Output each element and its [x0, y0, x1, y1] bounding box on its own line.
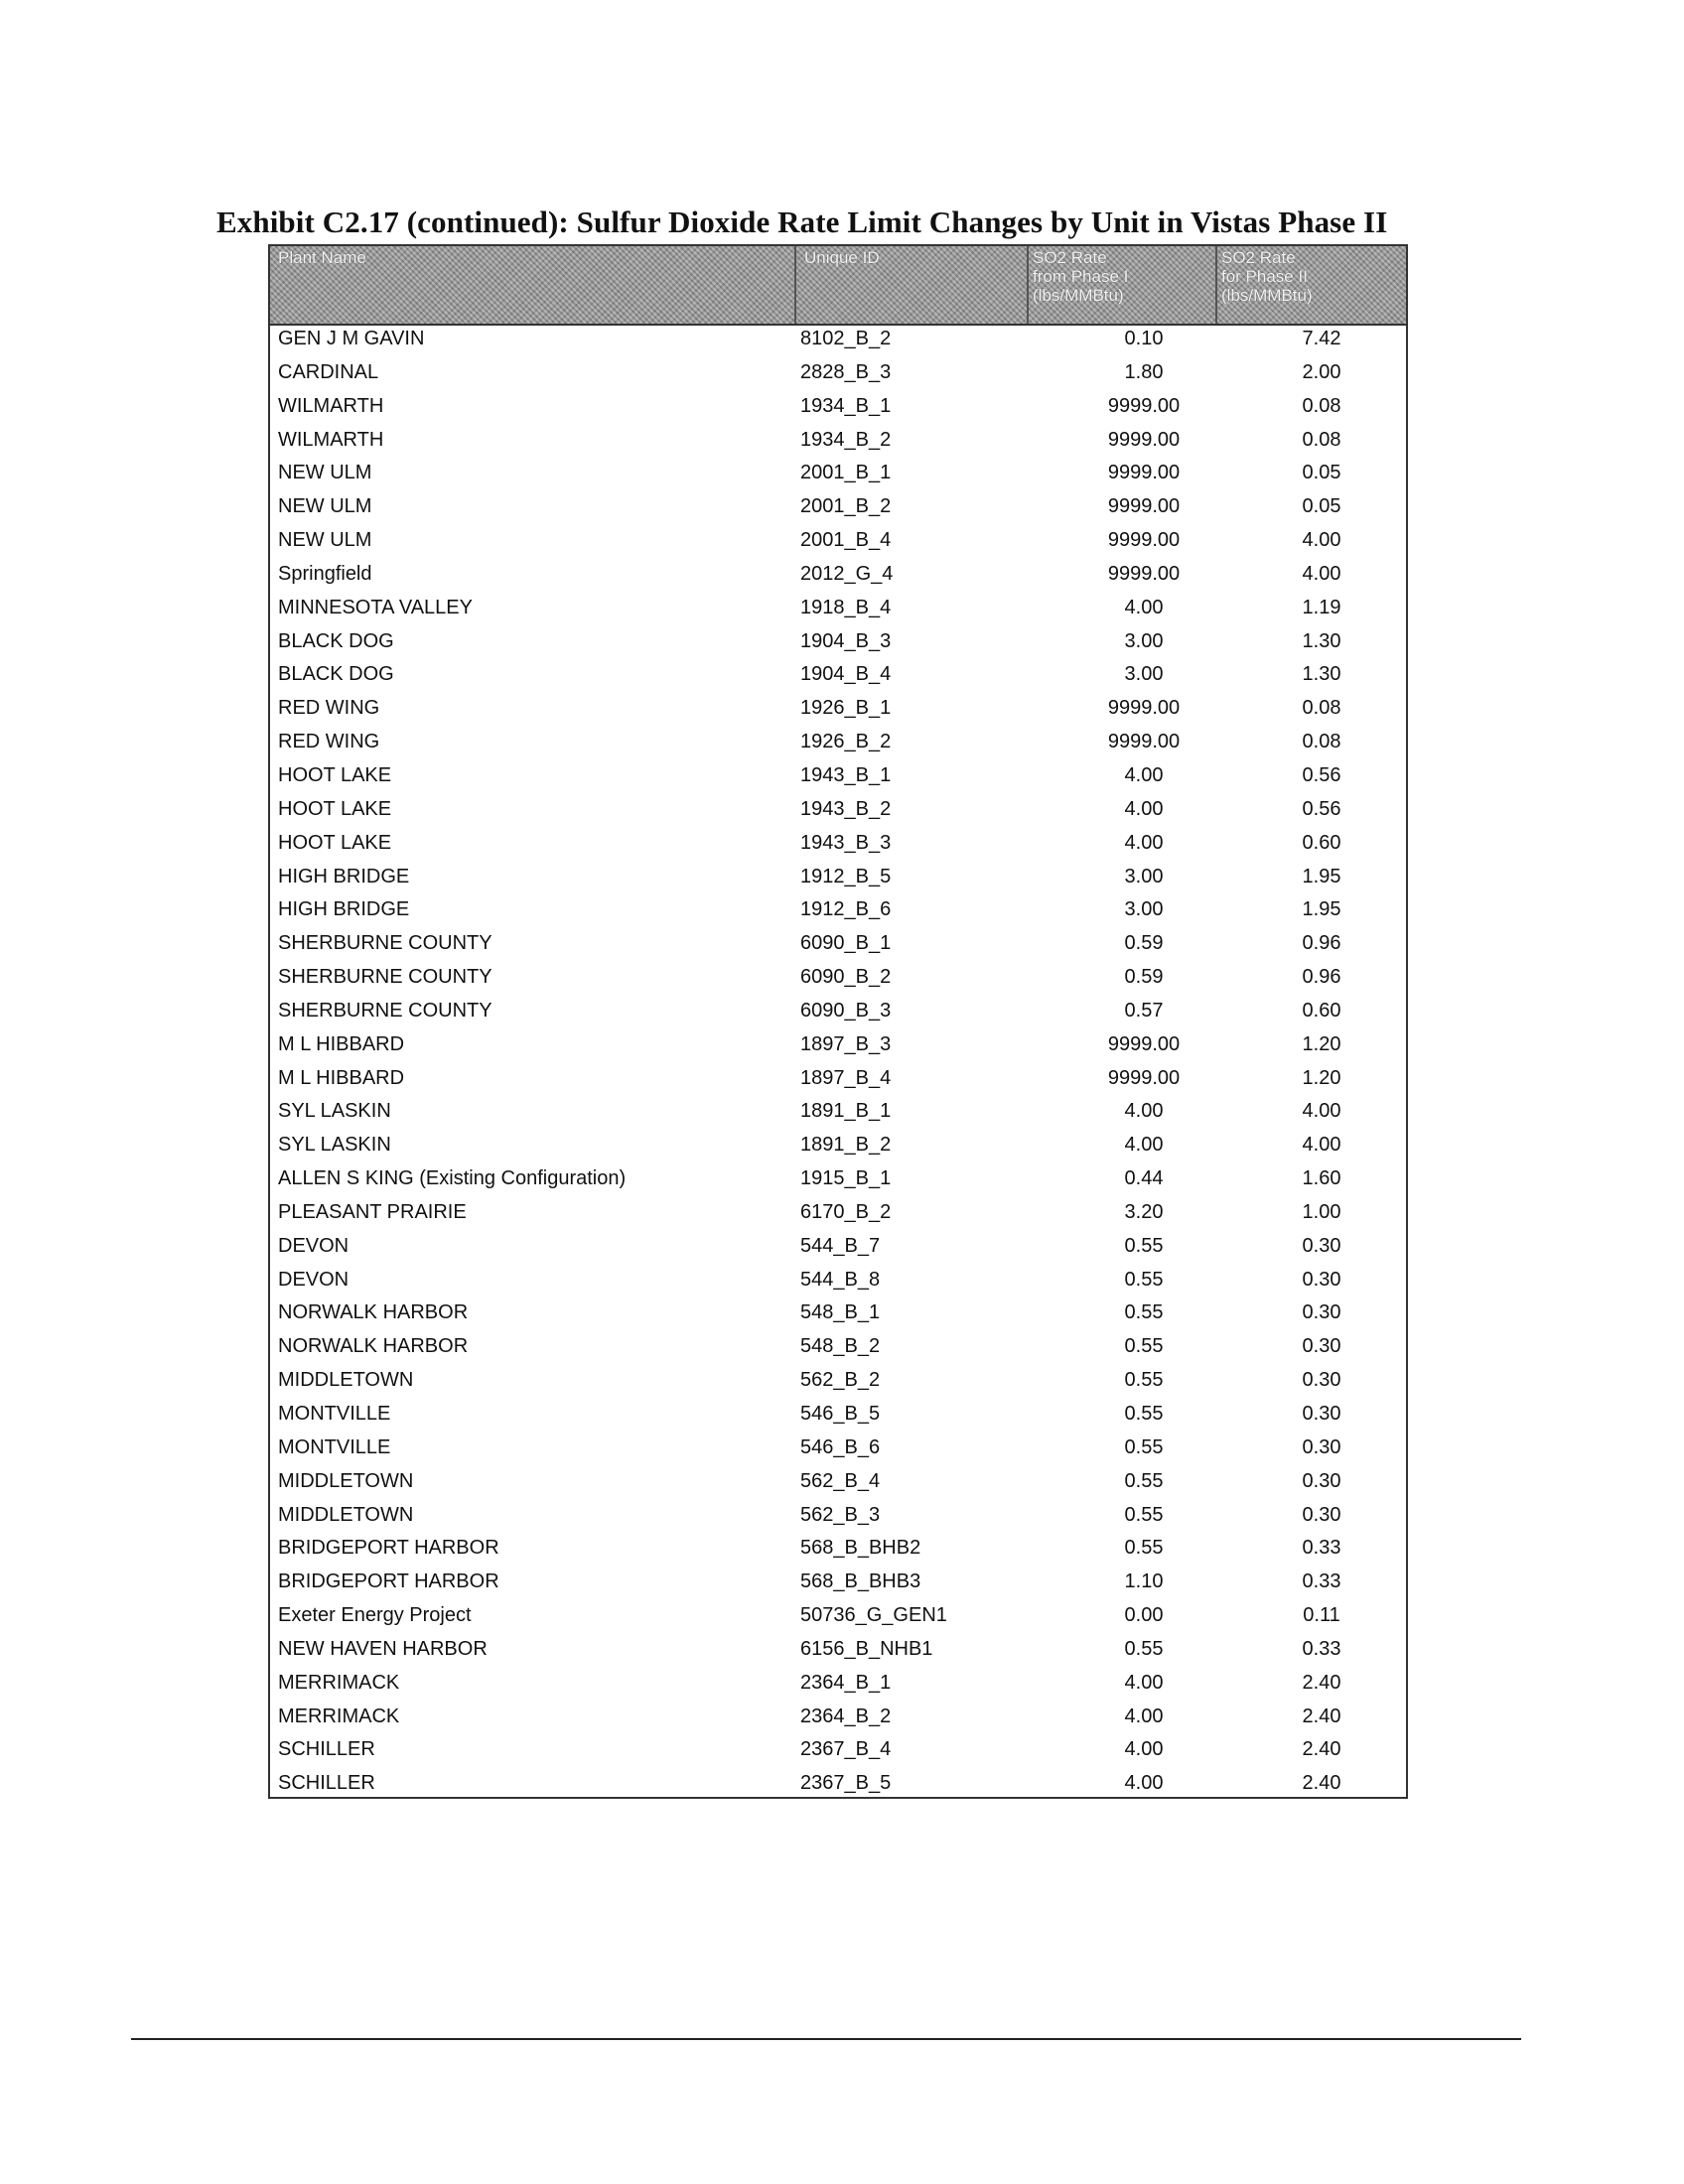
- header-line: for Phase II: [1221, 267, 1308, 286]
- header-unique-id: Unique ID: [804, 248, 880, 267]
- plant-name-cell: NEW ULM: [278, 495, 372, 518]
- so2-rate-phase-ii-cell: 0.60: [1302, 999, 1341, 1022]
- so2-rate-phase-ii-cell: 2.40: [1302, 1671, 1341, 1694]
- so2-rate-phase-i-cell: 0.59: [1124, 932, 1164, 955]
- so2-rate-table: [268, 244, 1408, 1799]
- plant-name-cell: MIDDLETOWN: [278, 1469, 414, 1492]
- table-row: [270, 896, 1406, 930]
- unique-id-cell: 1891_B_2: [800, 1134, 892, 1157]
- unique-id-cell: 6090_B_2: [800, 966, 892, 989]
- table-row: [270, 561, 1406, 595]
- so2-rate-phase-ii-cell: 0.33: [1302, 1637, 1341, 1660]
- table-row: [270, 1233, 1406, 1267]
- so2-rate-phase-i-cell: 0.55: [1124, 1335, 1164, 1358]
- so2-rate-phase-i-cell: 9999.00: [1107, 428, 1181, 451]
- plant-name-cell: HIGH BRIDGE: [278, 865, 410, 887]
- unique-id-cell: 6090_B_1: [800, 932, 892, 955]
- unique-id-cell: 2001_B_2: [800, 495, 892, 518]
- table-row: [270, 1602, 1406, 1636]
- table-row: [270, 1569, 1406, 1602]
- header-so2-from-phase-i: [1033, 248, 1128, 305]
- footer-divider: [131, 2038, 1521, 2040]
- plant-name-cell: RED WING: [278, 731, 380, 753]
- plant-name-cell: RED WING: [278, 697, 380, 720]
- table-row: [270, 1333, 1406, 1367]
- plant-name-cell: M L HIBBARD: [278, 1032, 405, 1055]
- so2-rate-phase-i-cell: 3.20: [1124, 1200, 1164, 1223]
- table-row: [270, 1031, 1406, 1065]
- table-row: [270, 359, 1406, 393]
- so2-rate-phase-ii-cell: 2.40: [1302, 1705, 1341, 1727]
- plant-name-cell: HOOT LAKE: [278, 831, 392, 854]
- plant-name-cell: M L HIBBARD: [278, 1066, 405, 1089]
- so2-rate-phase-ii-cell: 2.40: [1302, 1738, 1341, 1761]
- so2-rate-phase-i-cell: 9999.00: [1107, 731, 1181, 753]
- unique-id-cell: 548_B_1: [800, 1301, 881, 1324]
- so2-rate-phase-ii-cell: 1.60: [1302, 1167, 1341, 1190]
- unique-id-cell: 546_B_5: [800, 1403, 881, 1425]
- table-row: [270, 326, 1406, 359]
- so2-rate-phase-ii-cell: 0.08: [1302, 697, 1341, 720]
- so2-rate-phase-i-cell: 0.55: [1124, 1469, 1164, 1492]
- plant-name-cell: Exeter Energy Project: [278, 1604, 472, 1627]
- plant-name-cell: DEVON: [278, 1234, 350, 1257]
- unique-id-cell: 8102_B_2: [800, 328, 892, 349]
- so2-rate-phase-i-cell: 9999.00: [1107, 495, 1181, 518]
- plant-name-cell: NEW ULM: [278, 529, 372, 552]
- table-row: [270, 1468, 1406, 1502]
- so2-rate-phase-ii-cell: 0.96: [1302, 932, 1341, 955]
- table-row: [270, 1535, 1406, 1569]
- so2-rate-phase-ii-cell: 0.30: [1302, 1435, 1341, 1458]
- table-row: [270, 661, 1406, 695]
- plant-name-cell: SHERBURNE COUNTY: [278, 932, 492, 955]
- table-row: [270, 393, 1406, 427]
- so2-rate-phase-i-cell: 0.44: [1124, 1167, 1164, 1190]
- so2-rate-phase-i-cell: 9999.00: [1107, 562, 1181, 585]
- plant-name-cell: MINNESOTA VALLEY: [278, 596, 473, 618]
- so2-rate-phase-i-cell: 0.55: [1124, 1435, 1164, 1458]
- plant-name-cell: SYL LASKIN: [278, 1100, 391, 1123]
- so2-rate-phase-ii-cell: 0.33: [1302, 1570, 1341, 1593]
- so2-rate-phase-i-cell: 4.00: [1124, 1705, 1164, 1727]
- header-line: (lbs/MMBtu): [1033, 286, 1124, 305]
- header-line: (lbs/MMBtu): [1221, 286, 1313, 305]
- table-row: [270, 1401, 1406, 1434]
- unique-id-cell: 2367_B_4: [800, 1738, 892, 1761]
- so2-rate-phase-i-cell: 3.00: [1124, 898, 1164, 921]
- unique-id-cell: 2364_B_2: [800, 1705, 892, 1727]
- unique-id-cell: 6090_B_3: [800, 999, 892, 1022]
- so2-rate-phase-ii-cell: 0.30: [1302, 1369, 1341, 1392]
- table-row: [270, 1132, 1406, 1165]
- so2-rate-phase-ii-cell: 2.40: [1302, 1772, 1341, 1795]
- unique-id-cell: 544_B_8: [800, 1268, 881, 1291]
- so2-rate-phase-ii-cell: 0.08: [1302, 428, 1341, 451]
- so2-rate-phase-ii-cell: 0.60: [1302, 831, 1341, 854]
- so2-rate-phase-i-cell: 3.00: [1124, 663, 1164, 686]
- so2-rate-phase-ii-cell: 0.08: [1302, 394, 1341, 417]
- header-so2-for-phase-ii: [1221, 248, 1313, 305]
- plant-name-cell: ALLEN S KING (Existing Configuration): [278, 1167, 627, 1190]
- plant-name-cell: MONTVILLE: [278, 1435, 391, 1458]
- so2-rate-phase-ii-cell: 2.00: [1302, 360, 1341, 383]
- so2-rate-phase-i-cell: 9999.00: [1107, 462, 1181, 484]
- so2-rate-phase-i-cell: 3.00: [1124, 865, 1164, 887]
- plant-name-cell: PLEASANT PRAIRIE: [278, 1200, 467, 1223]
- unique-id-cell: 2001_B_1: [800, 462, 892, 484]
- header-divider: [794, 246, 796, 324]
- so2-rate-phase-ii-cell: 1.30: [1302, 663, 1341, 686]
- unique-id-cell: 1934_B_1: [800, 394, 892, 417]
- table-row: [270, 1065, 1406, 1099]
- plant-name-cell: HOOT LAKE: [278, 763, 392, 786]
- unique-id-cell: 562_B_3: [800, 1503, 881, 1526]
- so2-rate-phase-i-cell: 3.00: [1124, 629, 1164, 652]
- table-row: [270, 460, 1406, 493]
- so2-rate-phase-ii-cell: 0.30: [1302, 1268, 1341, 1291]
- table-row: [270, 1704, 1406, 1737]
- so2-rate-phase-i-cell: 0.55: [1124, 1537, 1164, 1560]
- table-row: [270, 762, 1406, 796]
- unique-id-cell: 2001_B_4: [800, 529, 892, 552]
- so2-rate-phase-i-cell: 0.00: [1124, 1604, 1164, 1627]
- so2-rate-phase-i-cell: 4.00: [1124, 1671, 1164, 1694]
- table-row: [270, 998, 1406, 1031]
- so2-rate-phase-ii-cell: 1.30: [1302, 629, 1341, 652]
- so2-rate-phase-i-cell: 0.55: [1124, 1234, 1164, 1257]
- so2-rate-phase-ii-cell: 0.56: [1302, 797, 1341, 820]
- so2-rate-phase-ii-cell: 1.20: [1302, 1066, 1341, 1089]
- plant-name-cell: HIGH BRIDGE: [278, 898, 410, 921]
- unique-id-cell: 1904_B_4: [800, 663, 892, 686]
- so2-rate-phase-i-cell: 4.00: [1124, 763, 1164, 786]
- table-body: [270, 326, 1406, 1804]
- unique-id-cell: 1897_B_3: [800, 1032, 892, 1055]
- so2-rate-phase-ii-cell: 0.30: [1302, 1503, 1341, 1526]
- so2-rate-phase-i-cell: 4.00: [1124, 797, 1164, 820]
- unique-id-cell: 568_B_BHB3: [800, 1570, 921, 1593]
- plant-name-cell: DEVON: [278, 1268, 350, 1291]
- so2-rate-phase-ii-cell: 0.56: [1302, 763, 1341, 786]
- plant-name-cell: MERRIMACK: [278, 1705, 400, 1727]
- table-row: [270, 1367, 1406, 1401]
- plant-name-cell: BRIDGEPORT HARBOR: [278, 1537, 499, 1560]
- so2-rate-phase-i-cell: 4.00: [1124, 1772, 1164, 1795]
- unique-id-cell: 1915_B_1: [800, 1167, 892, 1190]
- table-row: [270, 1199, 1406, 1233]
- table-row: [270, 427, 1406, 461]
- table-row: [270, 1299, 1406, 1333]
- table-row: [270, 1165, 1406, 1199]
- so2-rate-phase-i-cell: 0.55: [1124, 1369, 1164, 1392]
- so2-rate-phase-ii-cell: 1.95: [1302, 865, 1341, 887]
- table-row: [270, 930, 1406, 964]
- plant-name-cell: Springfield: [278, 562, 372, 585]
- so2-rate-phase-ii-cell: 0.96: [1302, 966, 1341, 989]
- so2-rate-phase-i-cell: 9999.00: [1107, 394, 1181, 417]
- so2-rate-phase-i-cell: 1.10: [1124, 1570, 1164, 1593]
- unique-id-cell: 1912_B_6: [800, 898, 892, 921]
- table-row: [270, 595, 1406, 628]
- unique-id-cell: 1943_B_1: [800, 763, 892, 786]
- unique-id-cell: 1912_B_5: [800, 865, 892, 887]
- plant-name-cell: CARDINAL: [278, 360, 379, 383]
- so2-rate-phase-ii-cell: 0.05: [1302, 462, 1341, 484]
- so2-rate-phase-ii-cell: 0.30: [1302, 1234, 1341, 1257]
- so2-rate-phase-i-cell: 0.55: [1124, 1503, 1164, 1526]
- plant-name-cell: MONTVILLE: [278, 1403, 391, 1425]
- so2-rate-phase-ii-cell: 1.00: [1302, 1200, 1341, 1223]
- header-line: from Phase I: [1033, 267, 1129, 286]
- so2-rate-phase-i-cell: 0.55: [1124, 1637, 1164, 1660]
- page-title: Exhibit C2.17 (continued): Sulfur Dioxide Rate Limit Changes by Unit in Vistas Phase II: [216, 205, 1388, 239]
- header-plant-name: Plant Name: [278, 248, 366, 267]
- unique-id-cell: 562_B_2: [800, 1369, 881, 1392]
- so2-rate-phase-i-cell: 0.59: [1124, 966, 1164, 989]
- unique-id-cell: 1918_B_4: [800, 596, 892, 618]
- so2-rate-phase-i-cell: 1.80: [1124, 360, 1164, 383]
- unique-id-cell: 1926_B_2: [800, 731, 892, 753]
- plant-name-cell: MERRIMACK: [278, 1671, 400, 1694]
- plant-name-cell: NORWALK HARBOR: [278, 1335, 469, 1358]
- unique-id-cell: 546_B_6: [800, 1435, 881, 1458]
- header-divider: [1027, 246, 1029, 324]
- so2-rate-phase-i-cell: 0.10: [1124, 328, 1164, 349]
- table-row: [270, 628, 1406, 662]
- header-divider: [1215, 246, 1217, 324]
- so2-rate-phase-ii-cell: 1.19: [1302, 596, 1341, 618]
- so2-rate-phase-i-cell: 4.00: [1124, 831, 1164, 854]
- unique-id-cell: 544_B_7: [800, 1234, 881, 1257]
- table-row: [270, 964, 1406, 998]
- table-row: [270, 1098, 1406, 1132]
- unique-id-cell: 1934_B_2: [800, 428, 892, 451]
- table-row: [270, 1636, 1406, 1670]
- so2-rate-phase-ii-cell: 0.30: [1302, 1469, 1341, 1492]
- plant-name-cell: NEW HAVEN HARBOR: [278, 1637, 488, 1660]
- unique-id-cell: 50736_G_GEN1: [800, 1604, 947, 1627]
- so2-rate-phase-ii-cell: 4.00: [1302, 529, 1341, 552]
- unique-id-cell: 562_B_4: [800, 1469, 881, 1492]
- plant-name-cell: SCHILLER: [278, 1738, 375, 1761]
- so2-rate-phase-ii-cell: 0.30: [1302, 1301, 1341, 1324]
- unique-id-cell: 2364_B_1: [800, 1671, 892, 1694]
- so2-rate-phase-i-cell: 0.57: [1124, 999, 1164, 1022]
- so2-rate-phase-i-cell: 4.00: [1124, 1738, 1164, 1761]
- table-row: [270, 796, 1406, 830]
- unique-id-cell: 568_B_BHB2: [800, 1537, 921, 1560]
- so2-rate-phase-i-cell: 9999.00: [1107, 529, 1181, 552]
- so2-rate-phase-i-cell: 4.00: [1124, 1100, 1164, 1123]
- unique-id-cell: 6156_B_NHB1: [800, 1637, 933, 1660]
- table-row: [270, 729, 1406, 762]
- so2-rate-phase-i-cell: 0.55: [1124, 1403, 1164, 1425]
- plant-name-cell: WILMARTH: [278, 428, 384, 451]
- plant-name-cell: BLACK DOG: [278, 629, 394, 652]
- so2-rate-phase-ii-cell: 0.05: [1302, 495, 1341, 518]
- plant-name-cell: NEW ULM: [278, 462, 372, 484]
- unique-id-cell: 548_B_2: [800, 1335, 881, 1358]
- table-row: [270, 695, 1406, 729]
- unique-id-cell: 1891_B_1: [800, 1100, 892, 1123]
- plant-name-cell: MIDDLETOWN: [278, 1503, 414, 1526]
- so2-rate-phase-i-cell: 9999.00: [1107, 1032, 1181, 1055]
- plant-name-cell: SYL LASKIN: [278, 1134, 391, 1157]
- so2-rate-phase-ii-cell: 0.30: [1302, 1403, 1341, 1425]
- table-row: [270, 527, 1406, 561]
- so2-rate-phase-ii-cell: 4.00: [1302, 1134, 1341, 1157]
- table-row: [270, 864, 1406, 897]
- plant-name-cell: GEN J M GAVIN: [278, 328, 425, 349]
- table-row: [270, 830, 1406, 864]
- so2-rate-phase-ii-cell: 4.00: [1302, 1100, 1341, 1123]
- so2-rate-phase-ii-cell: 4.00: [1302, 562, 1341, 585]
- unique-id-cell: 1943_B_2: [800, 797, 892, 820]
- unique-id-cell: 2828_B_3: [800, 360, 892, 383]
- plant-name-cell: HOOT LAKE: [278, 797, 392, 820]
- so2-rate-phase-i-cell: 4.00: [1124, 1134, 1164, 1157]
- so2-rate-phase-i-cell: 9999.00: [1107, 1066, 1181, 1089]
- plant-name-cell: SHERBURNE COUNTY: [278, 966, 492, 989]
- so2-rate-phase-ii-cell: 0.11: [1303, 1604, 1340, 1627]
- so2-rate-phase-i-cell: 0.55: [1124, 1268, 1164, 1291]
- unique-id-cell: 1904_B_3: [800, 629, 892, 652]
- unique-id-cell: 1897_B_4: [800, 1066, 892, 1089]
- unique-id-cell: 1926_B_1: [800, 697, 892, 720]
- table-row: [270, 1670, 1406, 1704]
- plant-name-cell: WILMARTH: [278, 394, 384, 417]
- so2-rate-phase-i-cell: 0.55: [1124, 1301, 1164, 1324]
- table-row: [270, 493, 1406, 527]
- so2-rate-phase-i-cell: 9999.00: [1107, 697, 1181, 720]
- plant-name-cell: BLACK DOG: [278, 663, 394, 686]
- table-row: [270, 1736, 1406, 1770]
- so2-rate-phase-ii-cell: 1.95: [1302, 898, 1341, 921]
- unique-id-cell: 2367_B_5: [800, 1772, 892, 1795]
- so2-rate-phase-ii-cell: 0.33: [1302, 1537, 1341, 1560]
- plant-name-cell: MIDDLETOWN: [278, 1369, 414, 1392]
- header-line: SO2 Rate: [1221, 248, 1296, 267]
- table-row: [270, 1267, 1406, 1300]
- plant-name-cell: SCHILLER: [278, 1772, 375, 1795]
- unique-id-cell: 2012_G_4: [800, 562, 894, 585]
- plant-name-cell: BRIDGEPORT HARBOR: [278, 1570, 499, 1593]
- so2-rate-phase-ii-cell: 7.42: [1302, 328, 1341, 349]
- header-line: SO2 Rate: [1033, 248, 1107, 267]
- so2-rate-phase-ii-cell: 1.20: [1302, 1032, 1341, 1055]
- unique-id-cell: 6170_B_2: [800, 1200, 892, 1223]
- plant-name-cell: SHERBURNE COUNTY: [278, 999, 492, 1022]
- table-row: [270, 1770, 1406, 1804]
- plant-name-cell: NORWALK HARBOR: [278, 1301, 469, 1324]
- table-header: [270, 246, 1406, 326]
- so2-rate-phase-i-cell: 4.00: [1124, 596, 1164, 618]
- unique-id-cell: 1943_B_3: [800, 831, 892, 854]
- so2-rate-phase-ii-cell: 0.30: [1302, 1335, 1341, 1358]
- table-row: [270, 1502, 1406, 1536]
- so2-rate-phase-ii-cell: 0.08: [1302, 731, 1341, 753]
- table-row: [270, 1434, 1406, 1468]
